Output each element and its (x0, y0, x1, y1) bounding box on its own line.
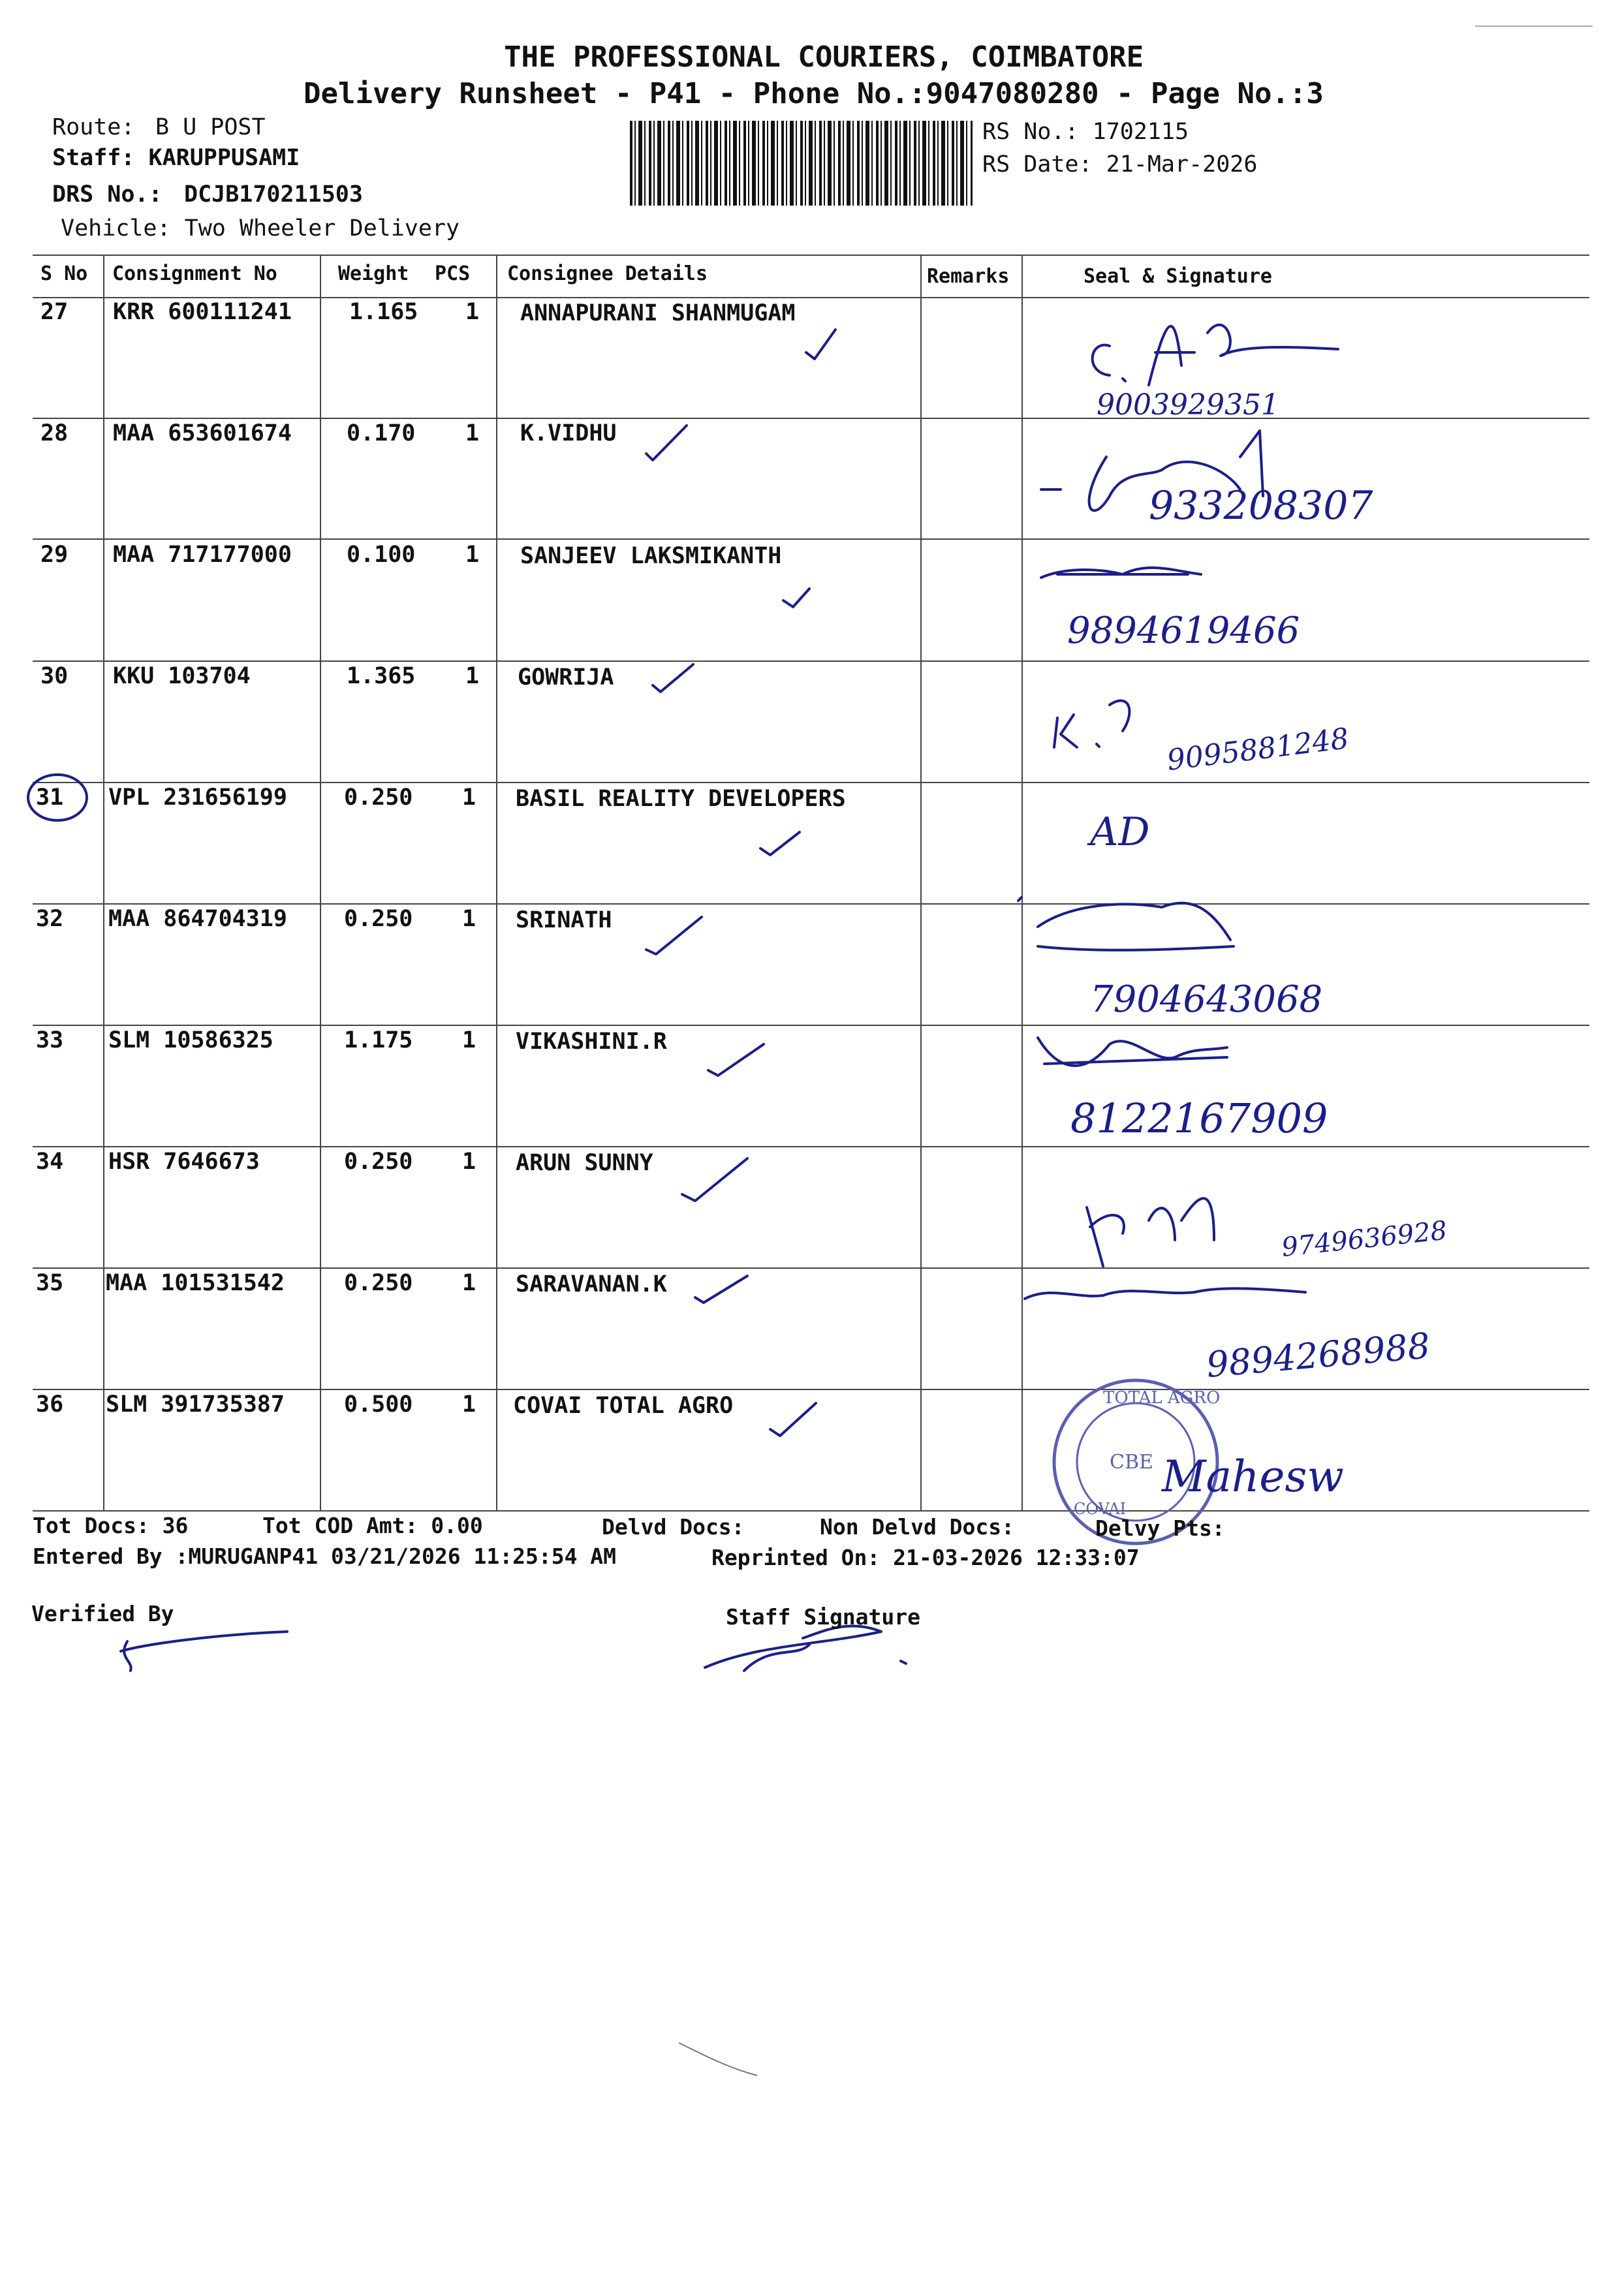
rs-number: RS No.: 1702115 (982, 119, 1189, 145)
row-sno: 27 (40, 299, 69, 325)
page-title: THE PROFESSIONAL COURIERS, COIMBATORE (504, 40, 1144, 74)
total-docs: Tot Docs: 36 (33, 1513, 189, 1538)
row-weight: 1.165 (349, 299, 418, 325)
handwritten-initials: AD (1090, 809, 1150, 855)
col-header-consignee: Consignee Details (507, 262, 708, 285)
row-consignee: ANNAPURANI SHANMUGAM (520, 300, 796, 326)
row-consignment: HSR 7646673 (108, 1149, 260, 1175)
row-consignee: COVAI TOTAL AGRO (513, 1393, 734, 1419)
row-weight: 0.250 (344, 1149, 413, 1175)
row-pcs: 1 (465, 299, 480, 325)
delivery-points: Delvy Pts: (1095, 1515, 1225, 1541)
row-weight: 0.250 (344, 1270, 413, 1296)
row-sno: 35 (36, 1270, 64, 1296)
row-pcs: 1 (465, 420, 480, 446)
total-cod-amount: Tot COD Amt: 0.00 (262, 1513, 483, 1538)
row-weight: 0.250 (344, 784, 413, 811)
row-weight: 0.170 (347, 420, 416, 446)
row-weight: 1.365 (347, 663, 416, 689)
col-header-consignment: Consignment No (112, 262, 277, 285)
vehicle-type: Vehicle: Two Wheeler Delivery (61, 215, 460, 241)
row-consignment: MAA 653601674 (113, 420, 292, 446)
row-consignee: K.VIDHU (520, 420, 617, 446)
row-pcs: 1 (462, 1391, 476, 1418)
svg-text:TOTAL AGRO: TOTAL AGRO (1103, 1388, 1221, 1408)
row-consignee: GOWRIJA (518, 664, 614, 690)
route-label: Route: (52, 114, 135, 140)
reprinted-on: Reprinted On: 21-03-2026 12:33:07 (711, 1545, 1140, 1570)
row-weight: 0.500 (344, 1391, 413, 1418)
row-consignment: VPL 231656199 (108, 784, 287, 811)
row-consignee: ARUN SUNNY (516, 1150, 653, 1176)
row-sno: 31 (36, 784, 64, 811)
row-consignment: MAA 864704319 (108, 906, 287, 932)
row-consignee: VIKASHINI.R (516, 1029, 667, 1055)
row-weight: 0.250 (344, 906, 413, 932)
row-weight: 1.175 (344, 1027, 413, 1053)
col-header-sno: S No (40, 262, 88, 285)
runsheet-subtitle: Delivery Runsheet - P41 - Phone No.:9047080280 - Page No.:3 (304, 77, 1324, 110)
row-consignee: BASIL REALITY DEVELOPERS (516, 786, 846, 812)
entered-by: Entered By :MURUGANP41 03/21/2026 11:25:54 AM (33, 1544, 617, 1569)
row-sno: 36 (36, 1391, 64, 1418)
row-pcs: 1 (462, 1027, 476, 1053)
row-sno: 33 (36, 1027, 64, 1053)
row-sno: 34 (36, 1149, 64, 1175)
drs-value: DCJB170211503 (184, 181, 363, 208)
verified-by-label: Verified By (31, 1601, 174, 1626)
row-consignee: SRINATH (516, 907, 612, 933)
route-value: B U POST (155, 114, 266, 140)
row-consignment: SLM 10586325 (108, 1027, 273, 1053)
handwritten-signature: Mahesw (1162, 1451, 1344, 1502)
row-pcs: 1 (465, 542, 480, 568)
row-consignment: KKU 103704 (113, 663, 251, 689)
row-sno: 32 (36, 906, 64, 932)
non-delivered-docs: Non Delvd Docs: (820, 1514, 1015, 1540)
staff-signature-label: Staff Signature (726, 1604, 921, 1630)
row-sno: 29 (40, 542, 69, 568)
row-pcs: 1 (465, 663, 480, 689)
handwritten-phone: 9095881248 (1165, 722, 1351, 777)
row-pcs: 1 (462, 1149, 476, 1175)
col-header-remarks: Remarks (927, 265, 1010, 288)
svg-text:COVAI: COVAI (1074, 1500, 1127, 1518)
row-sno: 30 (40, 663, 69, 689)
row-consignment: SLM 391735387 (106, 1391, 285, 1418)
row-consignee: SARAVANAN.K (516, 1271, 667, 1297)
col-header-seal: Seal & Signature (1084, 265, 1272, 288)
row-consignment: MAA 101531542 (106, 1270, 285, 1296)
handwritten-phone: 9894619466 (1067, 610, 1300, 652)
row-weight: 0.100 (347, 542, 416, 568)
row-pcs: 1 (462, 906, 476, 932)
svg-text:CBE: CBE (1110, 1451, 1153, 1474)
row-consignment: MAA 717177000 (113, 542, 292, 568)
handwritten-phone: 9894268988 (1204, 1325, 1432, 1386)
handwritten-phone: 933208307 (1149, 483, 1373, 529)
row-consignee: SANJEEV LAKSMIKANTH (520, 543, 782, 569)
row-pcs: 1 (462, 784, 476, 811)
row-pcs: 1 (462, 1270, 476, 1296)
row-consignment: KRR 600111241 (113, 299, 292, 325)
handwritten-phone: 9003929351 (1097, 388, 1279, 422)
row-sno: 28 (40, 420, 69, 446)
delivered-docs: Delvd Docs: (602, 1514, 745, 1540)
handwritten-phone: 9749636928 (1280, 1215, 1449, 1263)
handwritten-phone: 7904643068 (1090, 978, 1323, 1021)
col-header-weight: Weight (338, 262, 409, 285)
rs-date: RS Date: 21-Mar-2026 (982, 151, 1258, 178)
staff-name: Staff: KARUPPUSAMI (52, 145, 300, 171)
drs-label: DRS No.: (52, 181, 163, 208)
col-header-pcs: PCS (435, 262, 471, 285)
handwritten-phone: 8122167909 (1070, 1094, 1328, 1142)
